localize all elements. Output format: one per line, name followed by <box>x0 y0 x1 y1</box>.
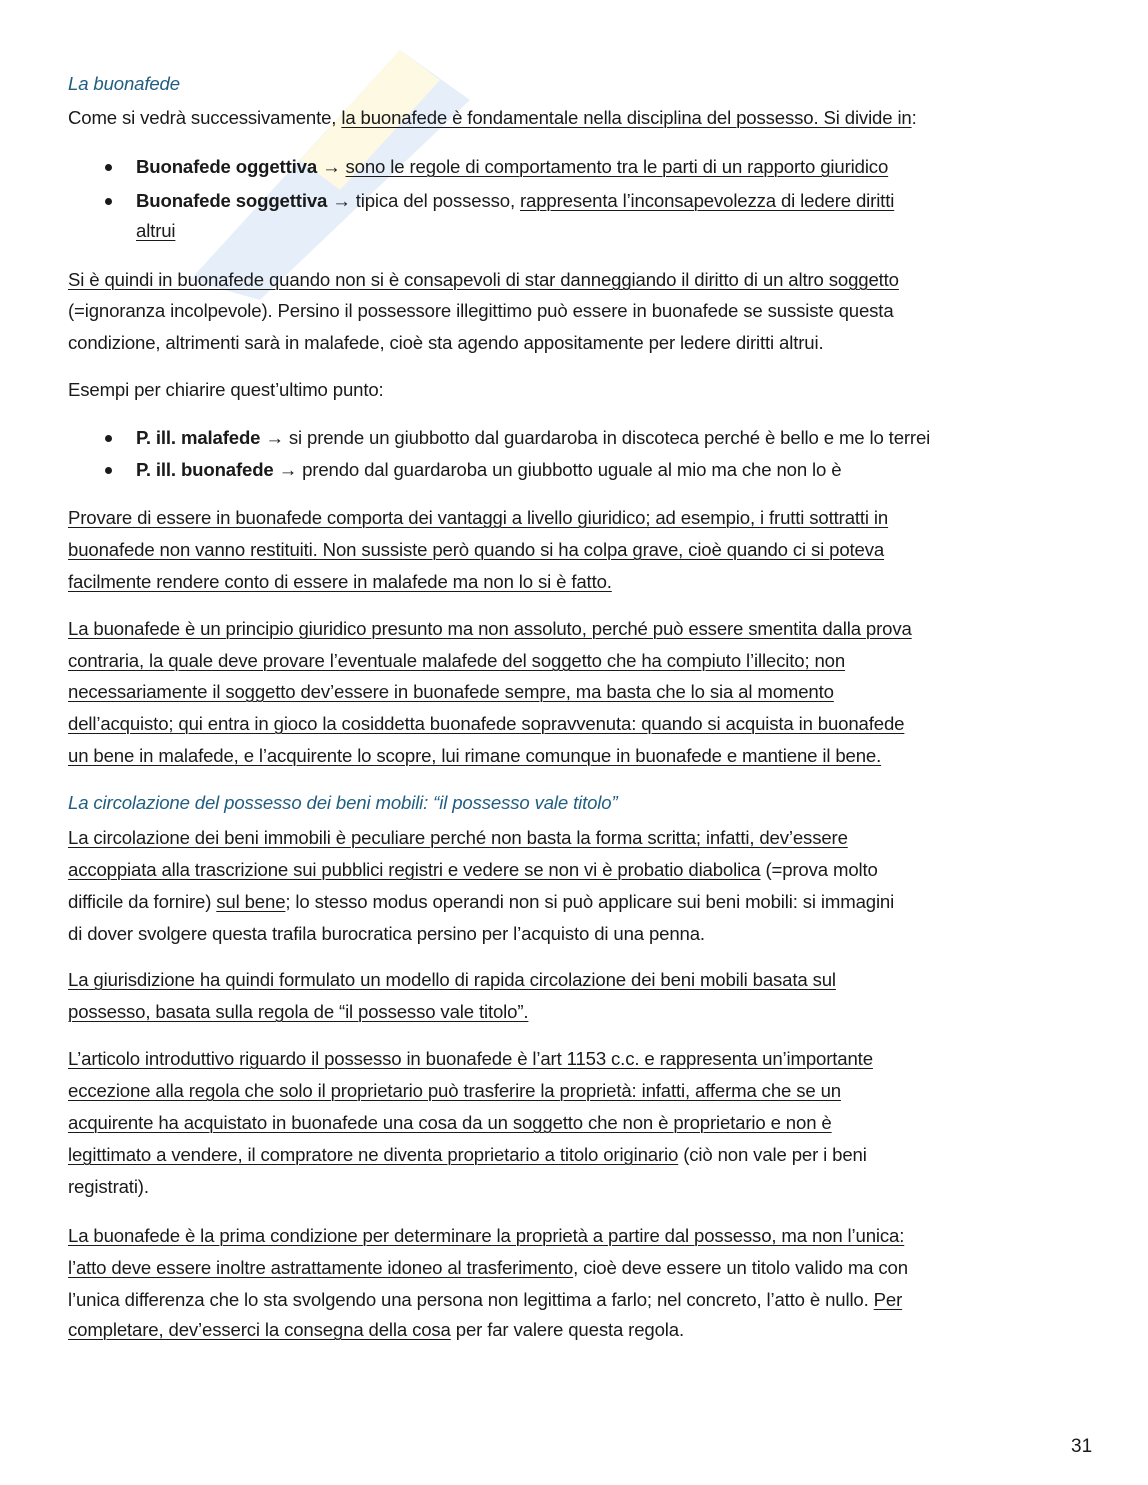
underlined-text: buonafede non vanno restituiti. Non sussiste però quando si ha colpa grave, cioè quando ci si poteva <box>68 539 885 560</box>
underlined-text: l’atto deve essere inoltre astrattamente idoneo al trasferimento <box>68 1257 574 1278</box>
text-segment: di dover svolgere questa trafila burocratica persino per l’acquisto di una penna. <box>68 923 705 944</box>
section-heading <box>68 72 180 96</box>
text-line <box>68 378 384 402</box>
underlined-text: completare, dev’esserci la consegna della cosa <box>68 1319 451 1340</box>
text-segment: registrati). <box>68 1176 149 1197</box>
bullet-icon <box>105 435 112 442</box>
text-segment: → prendo dal guardaroba un giubbotto uguale al mio ma che non lo è <box>273 459 842 480</box>
text-line <box>68 1111 832 1135</box>
text-line <box>68 617 912 641</box>
text-line <box>68 858 878 882</box>
text-segment: (ciò non vale per i beni <box>678 1144 867 1165</box>
text-line <box>68 1175 149 1199</box>
underlined-text: L’articolo introduttivo riguardo il possesso in buonafede è l’art 1153 c.c. e rappresenta un’importante <box>68 1048 873 1069</box>
underlined-text: necessariamente il soggetto dev’essere in buonafede sempre, ma basta che lo sia al momento <box>68 681 834 702</box>
text-segment: (=prova molto <box>760 859 878 880</box>
text-line <box>68 331 823 355</box>
underlined-text: Per <box>873 1289 903 1310</box>
underlined-text: sul bene <box>216 891 286 912</box>
section-heading <box>68 791 618 815</box>
underlined-text: un bene in malafede, e l’acquirente lo scopre, lui rimane comunque in buonafede e mantiene il bene. <box>68 745 882 766</box>
underlined-text: rappresenta l’inconsapevolezza di ledere diritti <box>520 190 895 211</box>
text-segment: , cioè deve essere un titolo valido ma con <box>573 1257 908 1278</box>
text-line <box>68 649 845 673</box>
text-line <box>68 106 917 130</box>
text-line <box>68 826 848 850</box>
text-segment: per far valere questa regola. <box>450 1319 684 1340</box>
text-line <box>68 299 894 323</box>
text-segment: condizione, altrimenti sarà in malafede, cioè sta agendo appositamente per ledere diritti altrui. <box>68 332 824 353</box>
text-line <box>68 744 881 768</box>
bold-term: Buonafede oggettiva <box>136 156 318 177</box>
underlined-text: La giurisdizione ha quindi formulato un modello di rapida circolazione dei beni mobili basata sul <box>68 969 836 990</box>
underlined-text: Provare di essere in buonafede comporta dei vantaggi a livello giuridico; ad esempio, i frutti sottratti in <box>68 507 889 528</box>
text-line <box>68 538 884 562</box>
underlined-text: altrui <box>136 220 176 241</box>
text-line <box>68 1288 902 1312</box>
bullet-item <box>136 189 894 213</box>
text-line <box>68 1318 684 1342</box>
underlined-text: legittimato a vendere, il compratore ne diventa proprietario a titolo originario <box>68 1144 679 1165</box>
underlined-text: La buonafede è la prima condizione per determinare la proprietà a partire dal possesso, ma non l’unica: <box>68 1225 905 1246</box>
bullet-item <box>136 426 930 450</box>
underlined-text: La circolazione dei beni immobili è peculiare perché non basta la forma scritta; infatti, dev’essere <box>68 827 848 848</box>
text-segment: La circolazione del possesso dei beni mobili: “il possesso vale titolo” <box>68 792 618 813</box>
text-line <box>68 1224 904 1248</box>
underlined-text: dell’acquisto; qui entra in gioco la cosiddetta buonafede sopravvenuta: quando si acquista in buonafede <box>68 713 905 734</box>
text-line <box>68 968 836 992</box>
bullet-item <box>136 458 841 482</box>
underlined-text: facilmente rendere conto di essere in malafede ma non lo si è fatto. <box>68 571 612 592</box>
page-number: 31 <box>1071 1436 1093 1457</box>
text-segment: Esempi per chiarire quest’ultimo punto: <box>68 379 384 400</box>
text-segment: La buonafede <box>68 73 180 94</box>
text-segment: difficile da fornire) <box>68 891 217 912</box>
underlined-text: acquirente ha acquistato in buonafede una cosa da un soggetto che non è proprietario e non è <box>68 1112 832 1133</box>
text-line <box>68 1079 841 1103</box>
underlined-text: possesso, basata sulla regola de “il possesso vale titolo”. <box>68 1001 529 1022</box>
bullet-icon <box>105 164 112 171</box>
bold-term: P. ill. malafede <box>136 427 261 448</box>
underlined-text: accoppiata alla trascrizione sui pubblici registri e vedere se non vi è probatio diabolica <box>68 859 761 880</box>
underlined-text: La buonafede è un principio giuridico presunto ma non assoluto, perché può essere smentita dalla prova <box>68 618 912 639</box>
bullet-icon <box>105 198 112 205</box>
text-line <box>68 1256 908 1280</box>
underlined-text: Si è quindi in buonafede quando non si è consapevoli di star danneggiando il diritto di un altro soggetto <box>68 269 899 290</box>
bold-term: Buonafede soggettiva <box>136 190 328 211</box>
text-line <box>68 1000 528 1024</box>
text-line <box>136 219 175 243</box>
text-segment: ; lo stesso modus operandi non si può applicare sui beni mobili: si immagini <box>285 891 895 912</box>
text-segment: (=ignoranza incolpevole). Persino il possessore illegittimo può essere in buonafede se sussiste questa <box>68 300 894 321</box>
bullet-item <box>136 155 888 179</box>
underlined-text: la buonafede è fondamentale nella disciplina del possesso. Si divide in <box>341 107 912 128</box>
text-line <box>68 1143 867 1167</box>
text-line <box>68 890 894 914</box>
underlined-text: eccezione alla regola che solo il proprietario può trasferire la proprietà: infatti, afferma che se un <box>68 1080 841 1101</box>
text-segment: → <box>317 156 346 177</box>
text-line <box>68 712 904 736</box>
text-segment: l’unica differenza che lo sta svolgendo una persona non legittima a farlo; nel concreto, l’atto è nullo. <box>68 1289 874 1310</box>
bullet-icon <box>105 467 112 474</box>
text-segment: → si prende un giubbotto dal guardaroba in discoteca perché è bello e me lo terrei <box>260 427 931 448</box>
bold-term: P. ill. buonafede <box>136 459 274 480</box>
text-line <box>68 1047 873 1071</box>
text-segment: → tipica del possesso, <box>327 190 520 211</box>
text-line <box>68 506 888 530</box>
text-line <box>68 268 899 292</box>
text-line <box>68 680 834 704</box>
text-segment: Come si vedrà successivamente, <box>68 107 342 128</box>
text-line <box>68 922 705 946</box>
underlined-text: contraria, la quale deve provare l’eventuale malafede del soggetto che ha compiuto l’illecito; non <box>68 650 846 671</box>
underlined-text: sono le regole di comportamento tra le parti di un rapporto giuridico <box>345 156 889 177</box>
text-line <box>68 570 612 594</box>
text-segment: : <box>911 107 917 128</box>
